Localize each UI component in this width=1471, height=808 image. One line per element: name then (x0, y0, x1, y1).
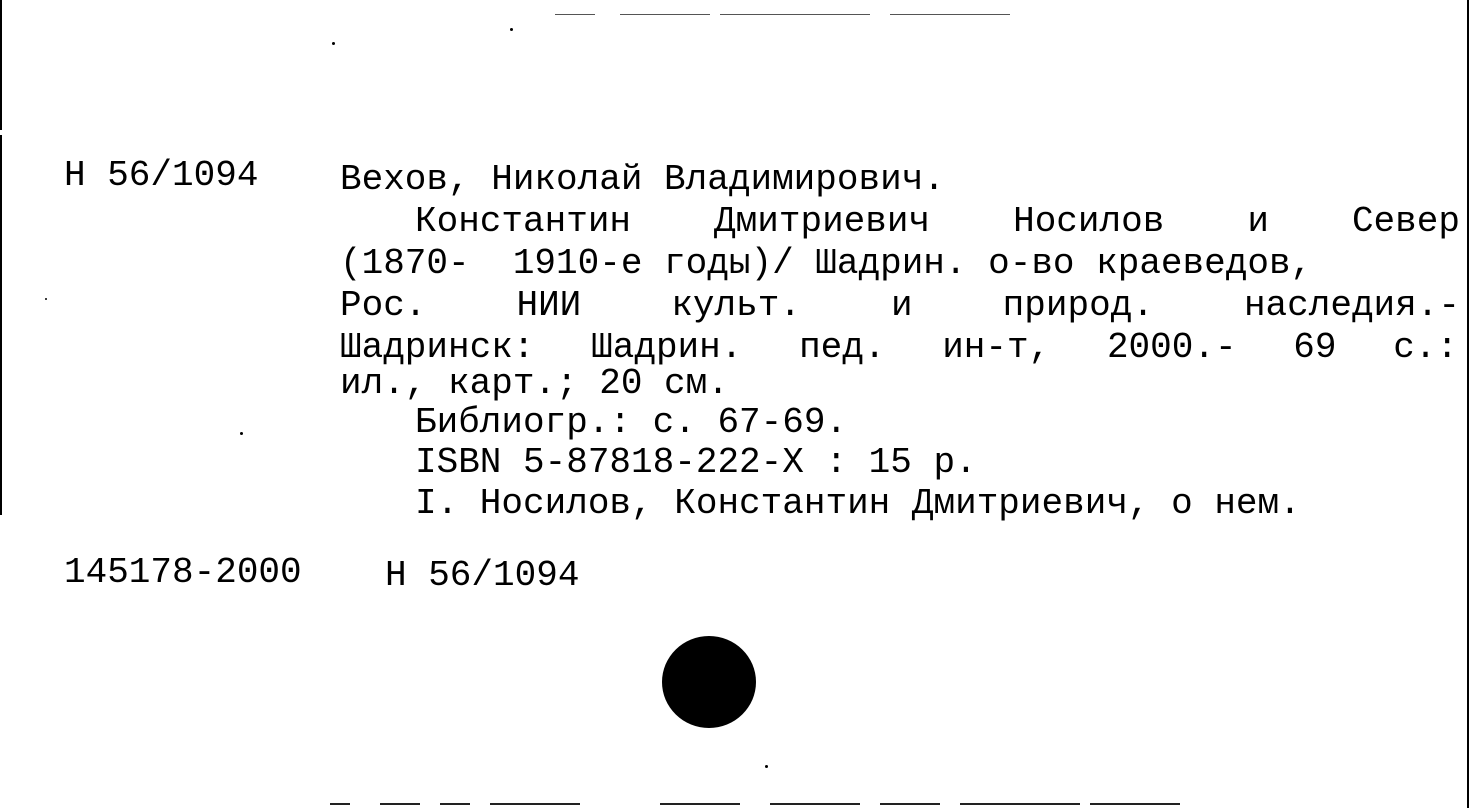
scan-speck (332, 42, 335, 45)
scan-artifact (720, 14, 870, 15)
author-heading: Вехов, Николай Владимирович. (340, 159, 945, 200)
title-line-3 (340, 286, 1460, 326)
title-word: и (891, 285, 913, 326)
isbn-line: ISBN 5-87818-222-X : 15 р. (415, 442, 977, 483)
scan-speck (510, 28, 513, 31)
title-line-1 (415, 202, 1460, 242)
right-edge-mark (1467, 0, 1469, 808)
imprint-line (340, 328, 1458, 368)
title-word: Дмитриевич (714, 201, 931, 242)
title-word: природ. (1002, 285, 1154, 326)
shelf-mark: Н 56/1094 (64, 155, 259, 196)
scan-artifact (440, 803, 470, 805)
title-word: Константин (415, 201, 632, 242)
accession-number: 145178-2000 (64, 552, 302, 593)
scan-artifact (770, 803, 860, 805)
left-edge-mark (0, 0, 2, 130)
scan-artifact (380, 803, 420, 805)
title-word: и (1247, 201, 1269, 242)
scan-artifact (880, 803, 940, 805)
imprint-word: 2000.- (1106, 327, 1237, 368)
title-word: НИИ (516, 285, 582, 326)
imprint-word: Шадрин. (591, 327, 743, 368)
scan-artifact (555, 14, 595, 15)
title-line-2: (1870- 1910-е годы)/ Шадрин. о-во краеведов, (340, 243, 1313, 284)
scan-artifact (1090, 803, 1180, 805)
title-word: культ. (671, 285, 801, 326)
scan-artifact (330, 803, 350, 805)
title-word: Рос. (340, 285, 427, 326)
subject-entry: I. Носилов, Константин Дмитриевич, о нем. (415, 483, 1301, 524)
scan-artifact (890, 14, 1010, 15)
scan-artifact (660, 803, 740, 805)
scan-speck (765, 765, 768, 768)
left-edge-mark (0, 135, 2, 515)
scan-speck (45, 298, 47, 300)
imprint-word: Шадринск: (340, 327, 535, 368)
imprint-word: с.: (1393, 327, 1458, 368)
scan-speck (240, 432, 243, 435)
title-word: Север (1351, 201, 1460, 242)
scan-artifact (490, 803, 580, 805)
scan-artifact (620, 14, 710, 15)
physical-description: ил., карт.; 20 см. (340, 363, 729, 404)
scan-artifact (960, 803, 1080, 805)
punch-hole (662, 636, 756, 728)
shelf-mark-bottom: Н 56/1094 (385, 555, 580, 596)
title-word: Носилов (1013, 201, 1165, 242)
imprint-word: 69 (1293, 327, 1337, 368)
imprint-word: ин-т, (942, 327, 1051, 368)
bibliography-note: Библиогр.: с. 67-69. (415, 402, 848, 443)
title-word: наследия.- (1243, 285, 1460, 326)
imprint-word: пед. (799, 327, 886, 368)
